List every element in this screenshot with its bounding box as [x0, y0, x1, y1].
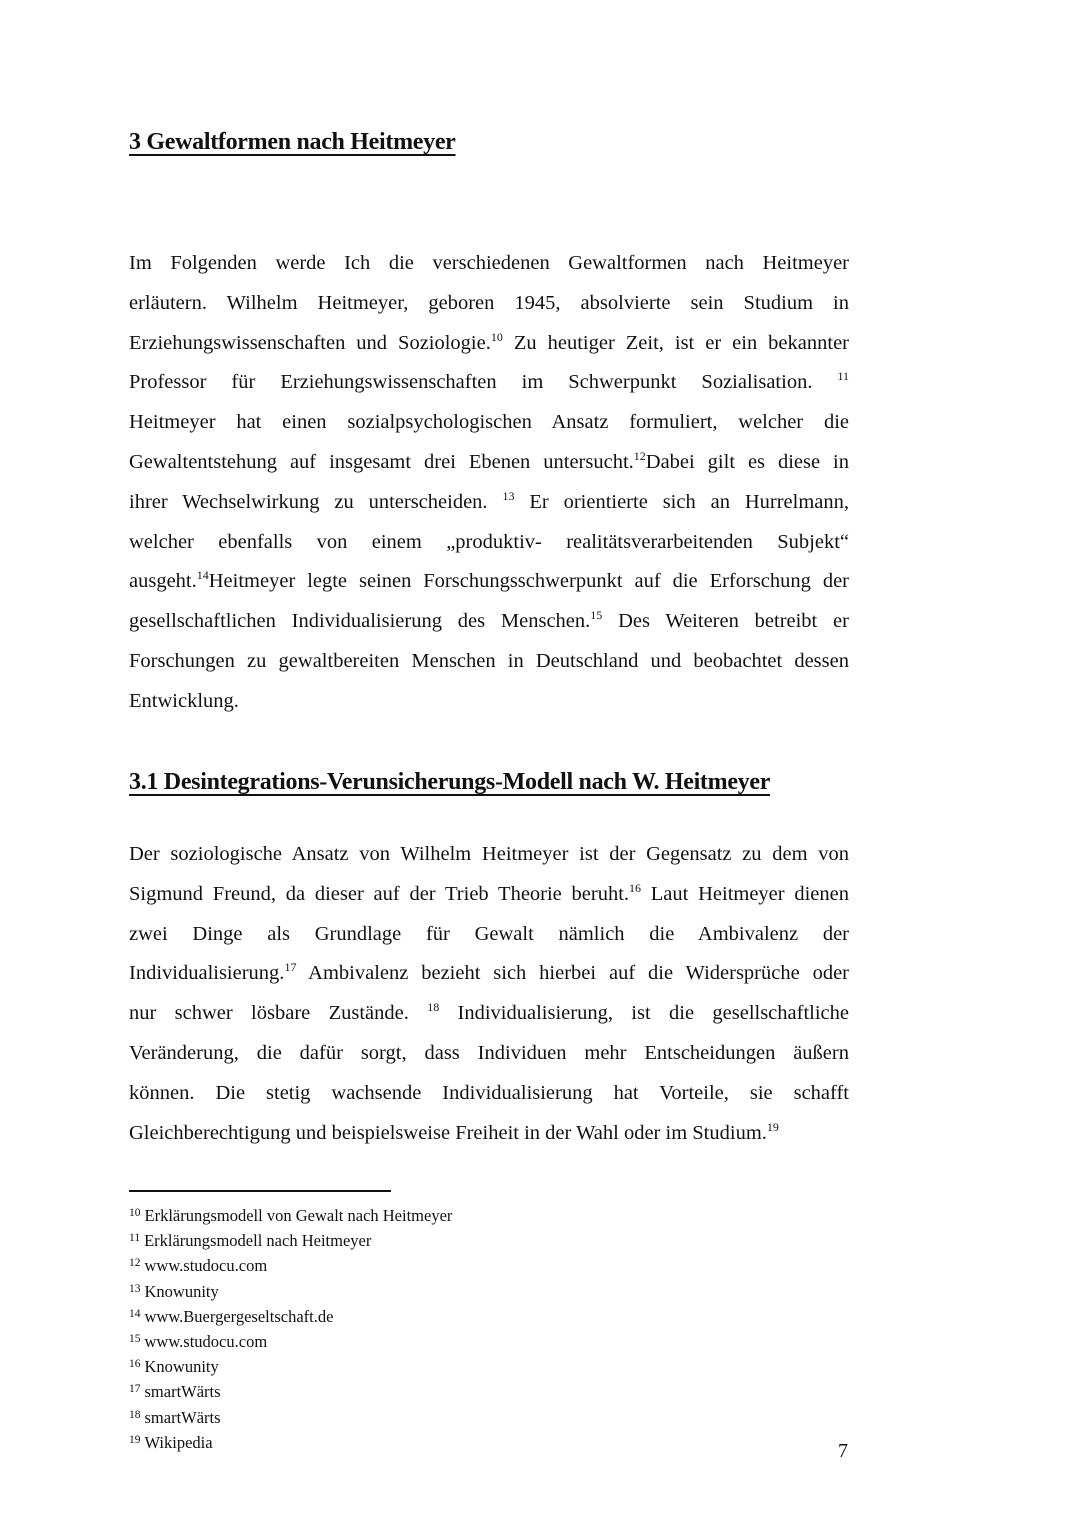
footnote-source: www.studocu.com: [144, 1256, 268, 1276]
page-number: 7: [838, 1440, 848, 1462]
footnote-item: [129, 1227, 452, 1252]
footnote-item: [129, 1278, 452, 1303]
footnote-source: smartWärts: [144, 1407, 221, 1427]
paragraph-line: [129, 915, 849, 955]
body-paragraph-1: [129, 244, 849, 722]
paragraph-line: [129, 324, 849, 364]
paragraph-line: [129, 682, 849, 722]
paragraph-line: [129, 562, 849, 602]
line-text: welcher ebenfalls von einem „produktiv- realitätsverarbeitenden Subjekt“: [129, 530, 849, 553]
footnote-number: 14: [129, 1307, 141, 1320]
footnote-reference[interactable]: 15: [590, 608, 603, 623]
footnote-number: 12: [129, 1257, 141, 1270]
paragraph-line: [129, 284, 849, 324]
paragraph-line: [129, 642, 849, 682]
line-text: ausgeht.: [129, 570, 197, 593]
line-text: Heitmeyer legte seinen Forschungsschwerpunkt auf die Erforschung der: [208, 570, 849, 593]
line-text: Laut Heitmeyer dienen: [641, 882, 849, 905]
footnote-reference[interactable]: 17: [284, 960, 297, 975]
footnote-source: Knowunity: [144, 1281, 219, 1301]
footnote-number: 15: [129, 1333, 141, 1346]
footnote-number: 18: [129, 1408, 141, 1421]
line-text: Individualisierung.: [129, 962, 285, 985]
line-text: erläutern. Wilhelm Heitmeyer, geboren 1945, absolvierte sein Studium in: [129, 291, 849, 314]
footnote-source: Knowunity: [144, 1357, 219, 1377]
line-text: zwei Dinge als Grundlage für Gewalt nämlich die Ambivalenz der: [129, 922, 849, 945]
footnote-item: [129, 1404, 452, 1429]
footnote-source: smartWärts: [144, 1382, 221, 1402]
paragraph-line: [129, 244, 849, 284]
footnote-reference[interactable]: 12: [633, 448, 646, 463]
footnote-number: 16: [129, 1358, 141, 1371]
footnote-number: 17: [129, 1383, 141, 1396]
line-text: Entwicklung.: [129, 689, 239, 712]
footnote-source: Wikipedia: [144, 1432, 213, 1452]
footnote-reference[interactable]: 13: [502, 488, 515, 503]
line-text: Er orientierte sich an Hurrelmann,: [514, 490, 850, 513]
footnote-source: Erklärungsmodell nach Heitmeyer: [144, 1231, 372, 1251]
line-text: Erziehungswissenschaften und Soziologie.: [129, 331, 491, 354]
line-text: Individualisierung, ist die gesellschaftliche: [439, 1002, 849, 1025]
footnote-number: 10: [129, 1207, 141, 1219]
paragraph-line: [129, 1114, 849, 1154]
paragraph-line: [129, 1034, 849, 1074]
line-text: Ambivalenz bezieht sich hierbei auf die Widersprüche oder: [296, 962, 849, 985]
line-text: Des Weiteren betreibt er: [602, 610, 849, 633]
footnote-number: 13: [129, 1282, 141, 1295]
footnote-list: [129, 1202, 452, 1454]
line-text: gesellschaftlichen Individualisierung des Menschen.: [129, 610, 591, 633]
footnote-reference[interactable]: 11: [837, 369, 849, 384]
paragraph-line: [129, 363, 849, 403]
footnote-reference[interactable]: 18: [427, 1000, 440, 1015]
line-text: Sigmund Freund, da dieser auf der Trieb Theorie beruht.: [129, 882, 630, 905]
line-text: Dabei gilt es diese in: [645, 450, 849, 473]
footnote-reference[interactable]: 14: [196, 568, 209, 583]
footnote-item: [129, 1429, 452, 1454]
paragraph-line: [129, 602, 849, 642]
footnote-source: www.Buergergeseltschaft.de: [144, 1306, 334, 1326]
subsection-heading: 3.1 Desintegrations-Verunsicherungs-Modell nach W. Heitmeyer: [129, 769, 771, 795]
footnote-item: [129, 1252, 452, 1277]
paragraph-line: [129, 954, 849, 994]
footnote-source: www.studocu.com: [144, 1332, 268, 1352]
footnote-item: [129, 1303, 452, 1328]
line-text: Heitmeyer hat einen sozialpsychologischen Ansatz formuliert, welcher die: [129, 411, 849, 434]
paragraph-line: [129, 1074, 849, 1114]
footnote-item: [129, 1202, 452, 1227]
footnote-number: 11: [129, 1232, 141, 1245]
line-text: Im Folgenden werde Ich die verschiedenen Gewaltformen nach Heitmeyer: [129, 252, 849, 274]
footnote-reference[interactable]: 19: [766, 1119, 779, 1134]
paragraph-line: [129, 875, 849, 915]
paragraph-line: [129, 443, 849, 483]
line-text: Veränderung, die dafür sorgt, dass Individuen mehr Entscheidungen äußern: [129, 1041, 849, 1064]
paragraph-line: [129, 483, 849, 523]
body-paragraph-2: [129, 835, 849, 1153]
paragraph-line: [129, 994, 849, 1034]
footnote-separator: [129, 1190, 391, 1192]
footnote-source: Erklärungsmodell von Gewalt nach Heitmeyer: [144, 1206, 453, 1225]
paragraph-line: [129, 835, 849, 875]
line-text: Forschungen zu gewaltbereiten Menschen in Deutschland und beobachtet dessen: [129, 649, 849, 672]
line-text: können. Die stetig wachsende Individualisierung hat Vorteile, sie schafft: [129, 1081, 849, 1104]
paragraph-line: [129, 523, 849, 563]
footnote-number: 19: [129, 1433, 141, 1446]
footnote-item: [129, 1378, 452, 1403]
footnote-item: [129, 1353, 452, 1378]
footnote-reference[interactable]: 16: [629, 880, 642, 895]
line-text: Gleichberechtigung und beispielsweise Freiheit in der Wahl oder im Studium.: [129, 1121, 767, 1144]
line-text: nur schwer lösbare Zustände.: [129, 1002, 428, 1025]
line-text: Professor für Erziehungswissenschaften im Schwerpunkt Sozialisation.: [129, 371, 838, 394]
footnote-item: [129, 1328, 452, 1353]
footnote-reference[interactable]: 10: [490, 329, 503, 344]
line-text: ihrer Wechselwirkung zu unterscheiden.: [129, 490, 503, 513]
line-text: Der soziologische Ansatz von Wilhelm Heitmeyer ist der Gegensatz zu dem von: [129, 843, 849, 865]
line-text: Zu heutiger Zeit, ist er ein bekannter: [502, 331, 849, 354]
paragraph-line: [129, 403, 849, 443]
line-text: Gewaltentstehung auf insgesamt drei Ebenen untersucht.: [129, 450, 634, 473]
section-heading: 3 Gewaltformen nach Heitmeyer: [129, 129, 456, 155]
